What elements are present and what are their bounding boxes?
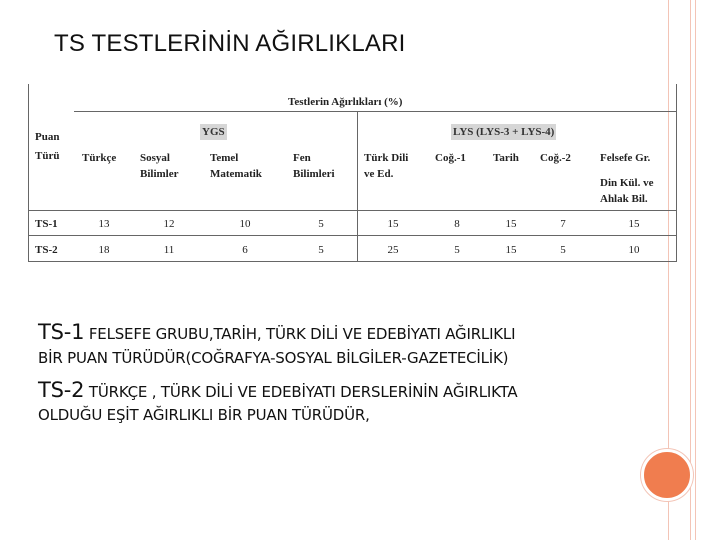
table-cell: 12 xyxy=(163,218,175,230)
paragraph-ts1-line2: BİR PUAN TÜRÜDÜR(COĞRAFYA-SOSYAL BİLGİLER-GAZETECİLİK) xyxy=(38,349,509,367)
column-header: Türkçe xyxy=(82,152,117,164)
column-header: Matematik xyxy=(210,168,262,180)
table-cell: 7 xyxy=(560,218,566,230)
table-divider xyxy=(28,235,676,236)
table-cell: 25 xyxy=(387,244,399,256)
table-divider xyxy=(28,261,676,262)
table-divider xyxy=(28,210,676,211)
column-header: Ahlak Bil. xyxy=(600,193,648,205)
column-header: Bilimleri xyxy=(293,168,335,180)
table-cell: 15 xyxy=(387,218,399,230)
table-cell: 15 xyxy=(628,218,640,230)
paragraph-ts1-text: FELSEFE GRUBU,TARİH, TÜRK DİLİ VE EDEBİYATI AĞIRLIKLI xyxy=(84,325,516,343)
table-cell: 6 xyxy=(242,244,248,256)
weights-table xyxy=(26,84,677,262)
border-line xyxy=(695,0,696,540)
paragraph-ts1-lead: TS-1 xyxy=(38,320,85,344)
table-cell: 5 xyxy=(318,218,324,230)
row-label: TS-1 xyxy=(35,218,58,230)
border-line xyxy=(690,0,691,540)
page-title: TS TESTLERİNİN AĞIRLIKLARI xyxy=(54,30,406,57)
row-header-line1: Puan xyxy=(35,131,60,143)
row-label: TS-2 xyxy=(35,244,58,256)
paragraph-ts2-lead: TS-2 xyxy=(38,378,85,402)
table-divider xyxy=(74,111,676,112)
column-header: ve Ed. xyxy=(364,168,394,180)
table-divider xyxy=(357,112,358,262)
table-border xyxy=(676,84,677,262)
table-cell: 8 xyxy=(454,218,460,230)
paragraph-ts1-line1 xyxy=(38,320,515,344)
table-header-title: Testlerin Ağırlıkları (%) xyxy=(288,96,403,108)
paragraph-ts2-text: TÜRKÇE , TÜRK DİLİ VE EDEBİYATI DERSLERİNİN AĞIRLIKTA xyxy=(84,383,518,401)
table-cell: 11 xyxy=(163,244,175,256)
column-header: Temel xyxy=(210,152,239,164)
column-header: Bilimler xyxy=(140,168,179,180)
table-cell: 15 xyxy=(505,218,517,230)
paragraph-ts2-line2: OLDUĞU EŞİT AĞIRLIKLI BİR PUAN TÜRÜDÜR, xyxy=(38,406,370,424)
table-cell: 15 xyxy=(505,244,517,256)
table-cell: 10 xyxy=(239,218,251,230)
ygs-label: YGS xyxy=(202,126,225,138)
table-cell: 5 xyxy=(454,244,460,256)
column-header: Tarih xyxy=(493,152,519,164)
column-header: Din Kül. ve xyxy=(600,177,654,189)
table-cell: 5 xyxy=(318,244,324,256)
table-cell: 18 xyxy=(98,244,110,256)
column-header: Türk Dili xyxy=(364,152,409,164)
table-cell: 13 xyxy=(98,218,110,230)
decorative-circle xyxy=(641,449,693,501)
column-header: Coğ.-2 xyxy=(540,152,571,164)
column-header: Sosyal xyxy=(140,152,170,164)
column-header: Fen xyxy=(293,152,311,164)
lys-label: LYS (LYS-3 + LYS-4) xyxy=(453,126,555,138)
paragraph-ts2-line1 xyxy=(38,378,517,402)
table-cell: 10 xyxy=(628,244,640,256)
row-header-line2: Türü xyxy=(35,150,60,162)
column-header: Coğ.-1 xyxy=(435,152,466,164)
table-cell: 5 xyxy=(560,244,566,256)
column-header: Felsefe Gr. xyxy=(600,152,651,164)
